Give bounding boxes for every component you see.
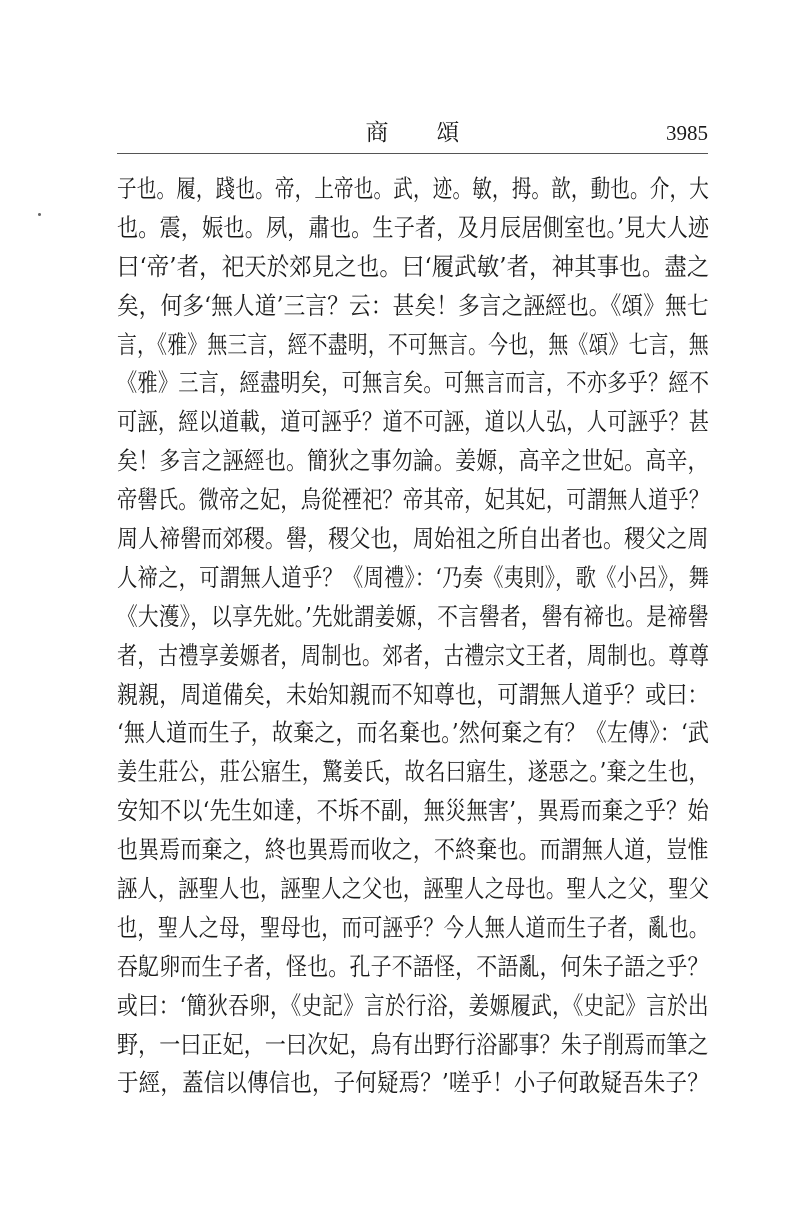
text-line: 野，一曰正妃，一曰次妃，烏有出野行浴鄙事？朱子削焉而筆之 — [117, 1029, 709, 1059]
running-header — [117, 116, 708, 150]
text-line: 《大濩》，以享先妣。’先妣謂姜嫄，不言嚳者，嚳有禘也。是禘嚳 — [117, 601, 709, 631]
text-line: 吞鳦卵而生子者，怪也。孔子不語怪，不語亂，何朱子語之乎？ — [117, 951, 709, 981]
text-line: 誣人，誣聖人也，誣聖人之父也，誣聖人之母也。聖人之父，聖父 — [117, 874, 710, 904]
text-line: ‘無人道而生子，故棄之，而名棄也。’然何棄之有？《左傳》：‘武 — [117, 718, 710, 748]
text-line: 《雅》三言，經盡明矣，可無言矣。可無言而言，不亦多乎？經不 — [117, 368, 710, 398]
margin-speck — [38, 213, 41, 216]
header-rule — [117, 153, 708, 154]
text-line: 姜生莊公，莊公寤生，驚姜氏，故名曰寤生，遂惡之。’棄之生也， — [117, 757, 710, 787]
body-text — [117, 170, 717, 1103]
text-line: 帝嚳氏。微帝之妃，烏從禋祀？帝其帝，妃其妃，可謂無人道乎？ — [117, 485, 710, 515]
section-title: 商頌 — [365, 120, 508, 146]
text-line: 于經，蓋信以傳信也，子何疑焉？’嗟乎！小子何敢疑吾朱子？ — [117, 1068, 709, 1098]
text-line: 安知不以‘先生如達，不坼不副，無災無害’，異焉而棄之乎？始 — [117, 796, 709, 826]
text-line: 矣，何多‘無人道’三言？云：甚矣！多言之誣經也。《頌》無七 — [117, 290, 709, 320]
text-line: 人禘之，可謂無人道乎？《周禮》：‘乃奏《夷則》，歌《小呂》，舞 — [117, 562, 710, 592]
text-line: 也，聖人之母，聖母也，而可誣乎？今人無人道而生子者，亂也。 — [117, 912, 710, 942]
text-line: 者，古禮享姜嫄者，周制也。郊者，古禮宗文王者，周制也。尊尊 — [117, 640, 710, 670]
text-line: 或曰：‘簡狄吞卵，《史記》言於行浴，姜嫄履武，《史記》言於出 — [117, 990, 709, 1020]
text-line: 可誣，經以道載，道可誣乎？道不可誣，道以人弘，人可誣乎？甚 — [117, 407, 710, 437]
text-line: 曰‘帝’者，祀天於郊見之也。曰‘履武敏’者，神其事也。盡之 — [117, 251, 710, 281]
text-line: 言，《雅》無三言，經不盡明，不可無言。今也，無《頌》七言，無 — [117, 329, 709, 359]
text-line: 親親，周道備矣，未始知親而不知尊也，可謂無人道乎？或曰： — [117, 679, 709, 709]
page-number: 3985 — [666, 121, 708, 145]
text-line: 也。震，娠也。夙，肅也。生子者，及月辰居側室也。’見大人迹 — [117, 212, 710, 242]
text-line: 子也。履，踐也。帝，上帝也。武，迹。敏，拇。歆，動也。介，大 — [117, 174, 709, 203]
text-line: 周人禘嚳而郊稷。嚳，稷父也，周始祖之所自出者也。稷父之周 — [117, 524, 709, 554]
text-line: 矣！多言之誣經也。簡狄之事勿論。姜嫄，高辛之世妃。高辛， — [117, 446, 709, 476]
text-line: 也異焉而棄之，終也異焉而收之，不終棄也。而謂無人道，豈惟 — [117, 835, 709, 865]
